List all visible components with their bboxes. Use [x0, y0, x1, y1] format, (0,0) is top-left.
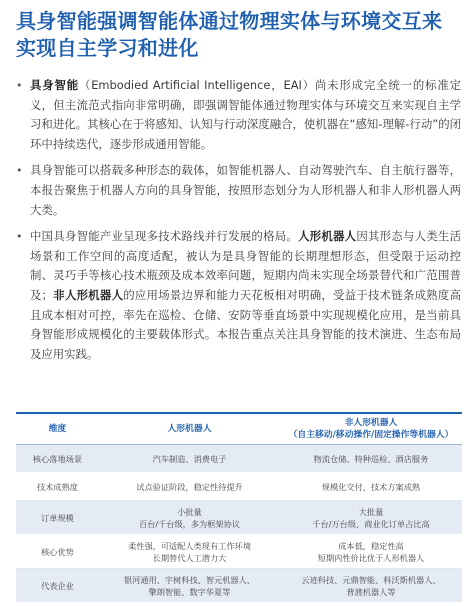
bullet-text: （Embodied Artificial Intelligence，EAI）尚未形成完全统一的标准定义，但主流范式指向非常明确，即强调智能体通过物理实体与环境交互来实现自主学习和进化。其核心在于将感知、认知与行动深度融合，使机器在“感知-理解-行动”的闭环中持续迭代，逐步形成通用智能。	[30, 78, 461, 151]
bullet-text-part: 的应用场景边界和能力天花板相对明确，受益于技术链条成熟度高且成本相对可控，率先在巡检、仓储、安防等垂直场景中实现规模化应用，是当前具身智能形成规模化的主要载体形式。本报告重点关注具身智能的技术演进、生态布局及应用实践。	[30, 287, 461, 361]
cell-line: 普渡机器人等	[346, 586, 396, 597]
cell-non-humanoid	[280, 501, 462, 535]
row-label: 技术成熟度	[16, 473, 99, 501]
header-humanoid: 人形机器人	[99, 413, 280, 445]
bullet-bold-humanoid: 人形机器人	[298, 229, 357, 244]
bullet-bold-non-humanoid: 非人形机器人	[53, 287, 124, 302]
cell-non-humanoid: 物流仓储、特种巡检、酒店服务	[280, 445, 462, 473]
cell-humanoid	[99, 535, 280, 569]
cell-line: 银河通用、宇树科技、智元机器人、	[123, 574, 255, 585]
header-non-humanoid-subtitle: （自主移动/移动操作/固定操作等机器人）	[288, 430, 454, 440]
comparison-table	[16, 412, 462, 603]
cell-humanoid	[99, 569, 280, 603]
bullet-text-part: 中国具身智能产业呈现多技术路线并行发展的格局。	[30, 229, 299, 244]
row-label: 订单规模	[16, 501, 99, 535]
header-dimension: 维度	[16, 413, 99, 445]
bullet-marker: •	[16, 164, 23, 178]
cell-humanoid	[99, 501, 280, 535]
cell-line: 大批量	[358, 506, 384, 517]
row-label: 核心落地场景	[16, 445, 99, 473]
cell-line: 短期内性价比优于人形机器人	[317, 552, 425, 563]
table-row	[16, 535, 462, 569]
table-row	[16, 473, 462, 501]
bullet-marker: •	[16, 79, 23, 92]
table-row	[16, 501, 462, 535]
cell-line: 千台/万台级，商业化订单占比高	[312, 518, 430, 529]
page-title: 具身智能强调智能体通过物理实体与环境交互来实现自主学习和进化	[16, 9, 443, 60]
bullet-definition	[16, 76, 461, 154]
cell-line: 云迹科技、元鼎智能、科沃斯机器人、	[301, 574, 441, 585]
table-header-row	[16, 413, 462, 445]
header-non-humanoid	[280, 413, 462, 445]
cell-non-humanoid	[280, 535, 462, 569]
cell-line: 百台/千台级，多为框架协议	[138, 518, 240, 529]
cell-non-humanoid	[280, 569, 462, 603]
cell-line: 小批量	[177, 506, 202, 517]
cell-non-humanoid: 规模化交付，技术方案成熟	[280, 473, 462, 501]
bullet-lead-term: 具身智能	[30, 78, 79, 92]
row-label: 核心优势	[16, 535, 99, 569]
row-label: 代表企业	[16, 569, 99, 603]
bullet-list	[16, 76, 461, 364]
table-row	[16, 569, 462, 603]
bullet-text-part: 因其形态与人类生活场景和工作空间的高度适配，被认为是具身智能的长期理想形态，但受限于运动控制、灵巧手等核心技术瓶颈及成本效率问题，短期内尚未实现全场景替代和广范围普及；	[30, 229, 461, 302]
cell-line: 柔性强，可适配人类现有工作环境	[128, 540, 251, 551]
bullet-industry	[16, 227, 461, 364]
cell-line: 擎朗智能、数字华夏等	[148, 586, 231, 597]
table-row	[16, 445, 462, 473]
bullet-marker: •	[16, 230, 23, 244]
cell-humanoid: 汽车制造、消费电子	[99, 445, 280, 473]
bullet-carriers	[16, 161, 461, 220]
cell-humanoid: 试点验证阶段，稳定性待提升	[99, 473, 280, 501]
header-non-humanoid-title: 非人形机器人	[344, 418, 398, 428]
cell-line: 长期替代人工潜力大	[152, 552, 227, 563]
bullet-text: 具身智能可以搭载多种形态的载体，如智能机器人、自动驾驶汽车、自主航行器等，本报告聚焦于机器人方向的具身智能，按照形态划分为人形机器人和非人形机器人两大类。	[30, 163, 461, 217]
cell-line: 成本低，稳定性高	[338, 540, 404, 551]
